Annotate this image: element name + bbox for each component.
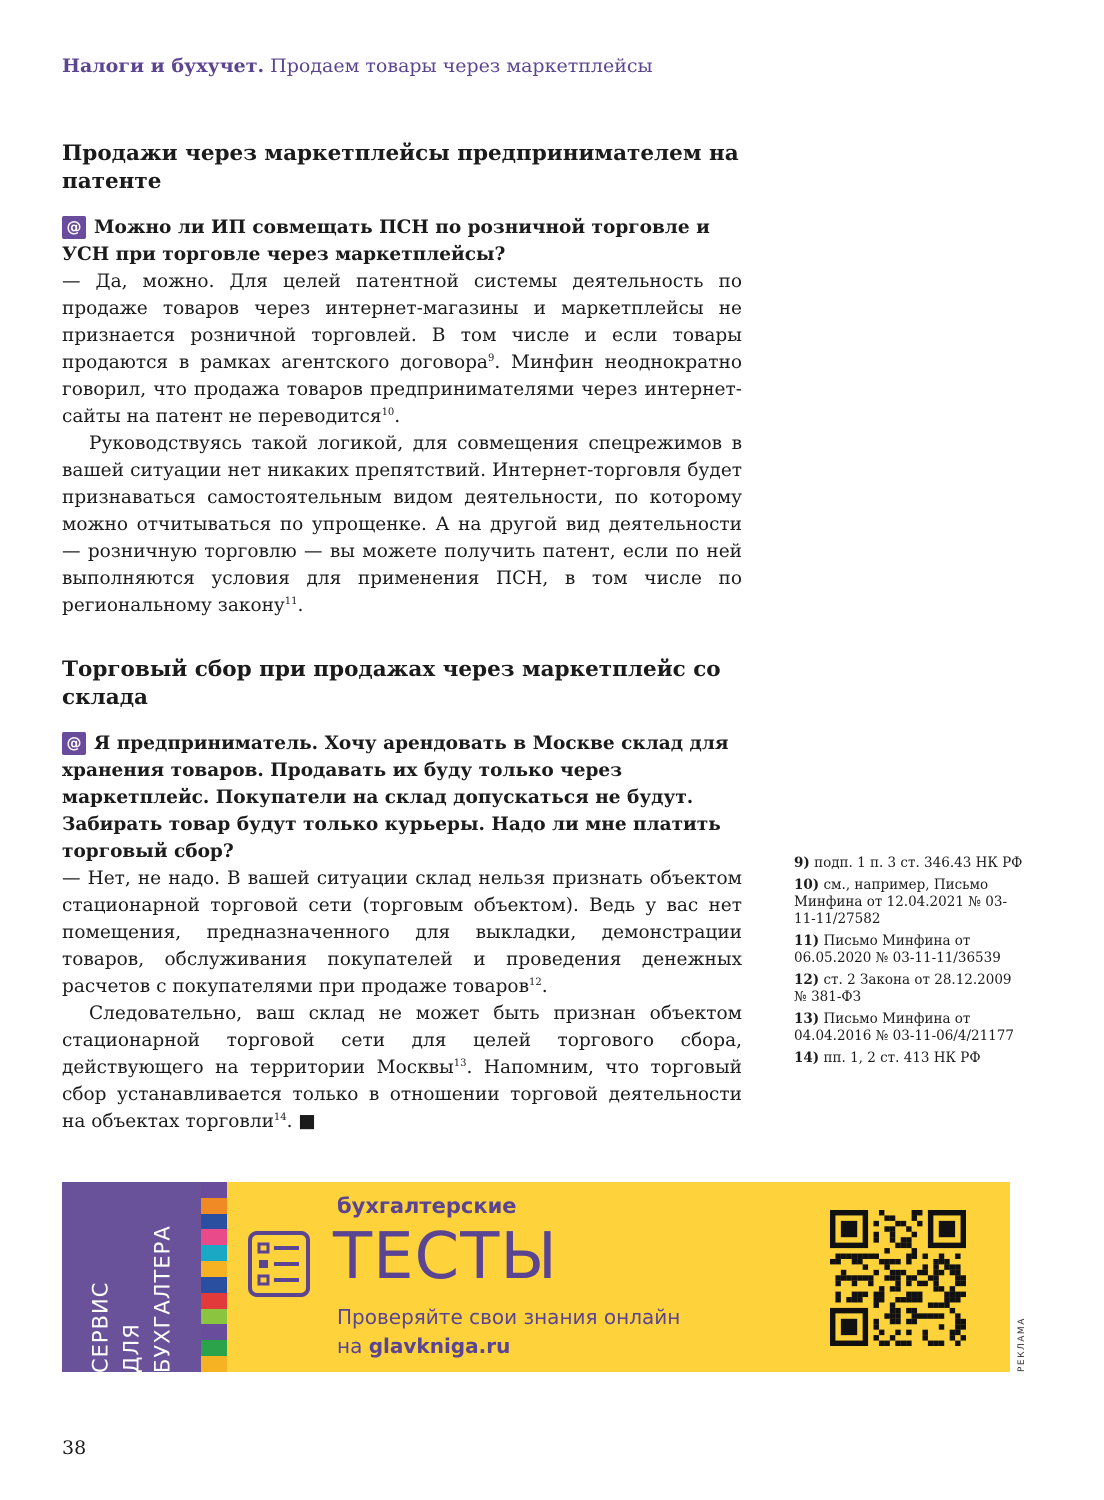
- ad-strip-segment: [201, 1309, 227, 1325]
- at-icon: @: [62, 216, 86, 239]
- footnote-ref-11: 11: [284, 596, 298, 607]
- section-2-heading: Торговый сбор при продажах через маркетплейс со склада: [62, 657, 721, 710]
- checklist-icon: [247, 1230, 311, 1298]
- ad-main-panel: [227, 1182, 1010, 1372]
- page-number: 38: [62, 1437, 87, 1459]
- footnote-ref-13: 13: [453, 1058, 467, 1069]
- ad-link[interactable]: glavkniga.ru: [368, 1334, 511, 1358]
- ad-strip-segment: [201, 1277, 227, 1293]
- ad-strip-segment: [201, 1261, 227, 1277]
- ad-label: РЕКЛАМА: [1017, 1317, 1027, 1372]
- question-text: Можно ли ИП совмещать ПСН по розничной торговле и УСН при торговле через маркетплейсы?: [62, 217, 710, 265]
- ad-subtitle: бухгалтерские: [337, 1194, 517, 1218]
- section-2-question: [62, 730, 742, 865]
- footnotes: [794, 855, 1024, 1072]
- ad-tagline: Проверяйте свои знания онлайн: [337, 1305, 681, 1329]
- ad-color-strip: [201, 1182, 227, 1372]
- ad-strip-segment: [201, 1182, 227, 1198]
- at-icon: @: [62, 732, 86, 755]
- section-1: [62, 140, 742, 619]
- ad-strip-segment: [201, 1340, 227, 1356]
- footnote-13: 13) Письмо Минфина от 04.04.2016 № 03-11-06/4/21177: [794, 1011, 1014, 1044]
- advertisement-banner[interactable]: [62, 1182, 1010, 1372]
- ad-strip-segment: [201, 1293, 227, 1309]
- section-2: [62, 656, 742, 1135]
- ad-strip-segment: [201, 1324, 227, 1340]
- running-head-title: Продаем товары через маркетплейсы: [270, 55, 653, 77]
- running-head-section: Налоги и бухучет.: [62, 55, 265, 77]
- footnote-ref-12: 12: [528, 977, 542, 988]
- ad-strip-segment: [201, 1245, 227, 1261]
- ad-link-line: на glavkniga.ru: [337, 1334, 511, 1358]
- footnote-ref-9: 9: [487, 353, 495, 364]
- question-text: Я предприниматель. Хочу арендовать в Москве склад для хранения товаров. Продавать их буду только через маркетплейс. Покупатели на склад допускаться не будут. Забирать товар будут только курьеры. Надо ли мне платить торговый сбор?: [62, 733, 729, 862]
- ad-strip-segment: [201, 1214, 227, 1230]
- footnote-ref-14: 14: [273, 1112, 287, 1123]
- footnote-ref-10: 10: [381, 407, 395, 418]
- section-2-answer-p1: — Нет, не надо. В вашей ситуации склад нельзя признать объектом стационарной торговой сети (торговым объектом). Ведь у вас нет помещения, предназначенного для выкладки, демонстрации товаров, обслуживания покупателей и проведения денежных расчетов с покупателями при продаже товаров$^{12}$.: [62, 868, 742, 997]
- section-1-heading: Продажи через маркетплейсы предпринимателем на патенте: [62, 141, 739, 194]
- footnote-11: 11) Письмо Минфина от 06.05.2020 № 03-11-11/36539: [794, 933, 1001, 966]
- section-2-answer-p2: Следовательно, ваш склад не может быть признан объектом стационарной торговой сети для целей торгового сбора, действующего на территории Москвы$^{13}$. Напомним, что торговый сбор устанавливается только в отношении торговой деятельности на объектах торговли$^{14}$. ■: [62, 1003, 743, 1132]
- ad-strip-segment: [201, 1356, 227, 1372]
- footnote-12: 12) ст. 2 Закона от 28.12.2009 № 381-ФЗ: [794, 972, 1012, 1005]
- footnote-9: 9) подп. 1 п. 3 ст. 346.43 НК РФ: [794, 855, 1023, 871]
- footnote-10: 10) см., например, Письмо Минфина от 12.04.2021 № 03-11-11/27582: [794, 877, 1008, 927]
- footnote-14: 14) пп. 1, 2 ст. 413 НК РФ: [794, 1050, 981, 1066]
- section-1-answer-p1: — Да, можно. Для целей патентной системы деятельность по продаже товаров через интернет-магазины и маркетплейсы не признается розничной торговлей. В том числе и если товары продаются в рамках агентского договора$^9$. Минфин неоднократно говорил, что продажа товаров предпринимателями через интернет-сайты на патент не переводится$^{10}$.: [62, 271, 742, 427]
- section-1-question: [62, 214, 742, 268]
- section-1-answer-p2: Руководствуясь такой логикой, для совмещения спецрежимов в вашей ситуации нет никаких препятствий. Интернет-торговля будет признаваться самостоятельным видом деятельности, по которому можно отчитываться по упрощенке. А на другой вид деятельности — розничную торговлю — вы можете получить патент, если по ней выполняются условия для применения ПСН, в том числе по региональному закону$^{11}$.: [62, 433, 742, 616]
- running-head: [62, 55, 653, 77]
- ad-side-text: СЕРВИС ДЛЯ БУХГАЛТЕРА: [88, 1225, 175, 1373]
- ad-strip-segment: [201, 1229, 227, 1245]
- ad-title: ТЕСТЫ: [333, 1220, 558, 1294]
- ad-strip-segment: [201, 1198, 227, 1214]
- qr-code-icon[interactable]: [830, 1210, 966, 1346]
- ad-side-panel: [62, 1182, 201, 1372]
